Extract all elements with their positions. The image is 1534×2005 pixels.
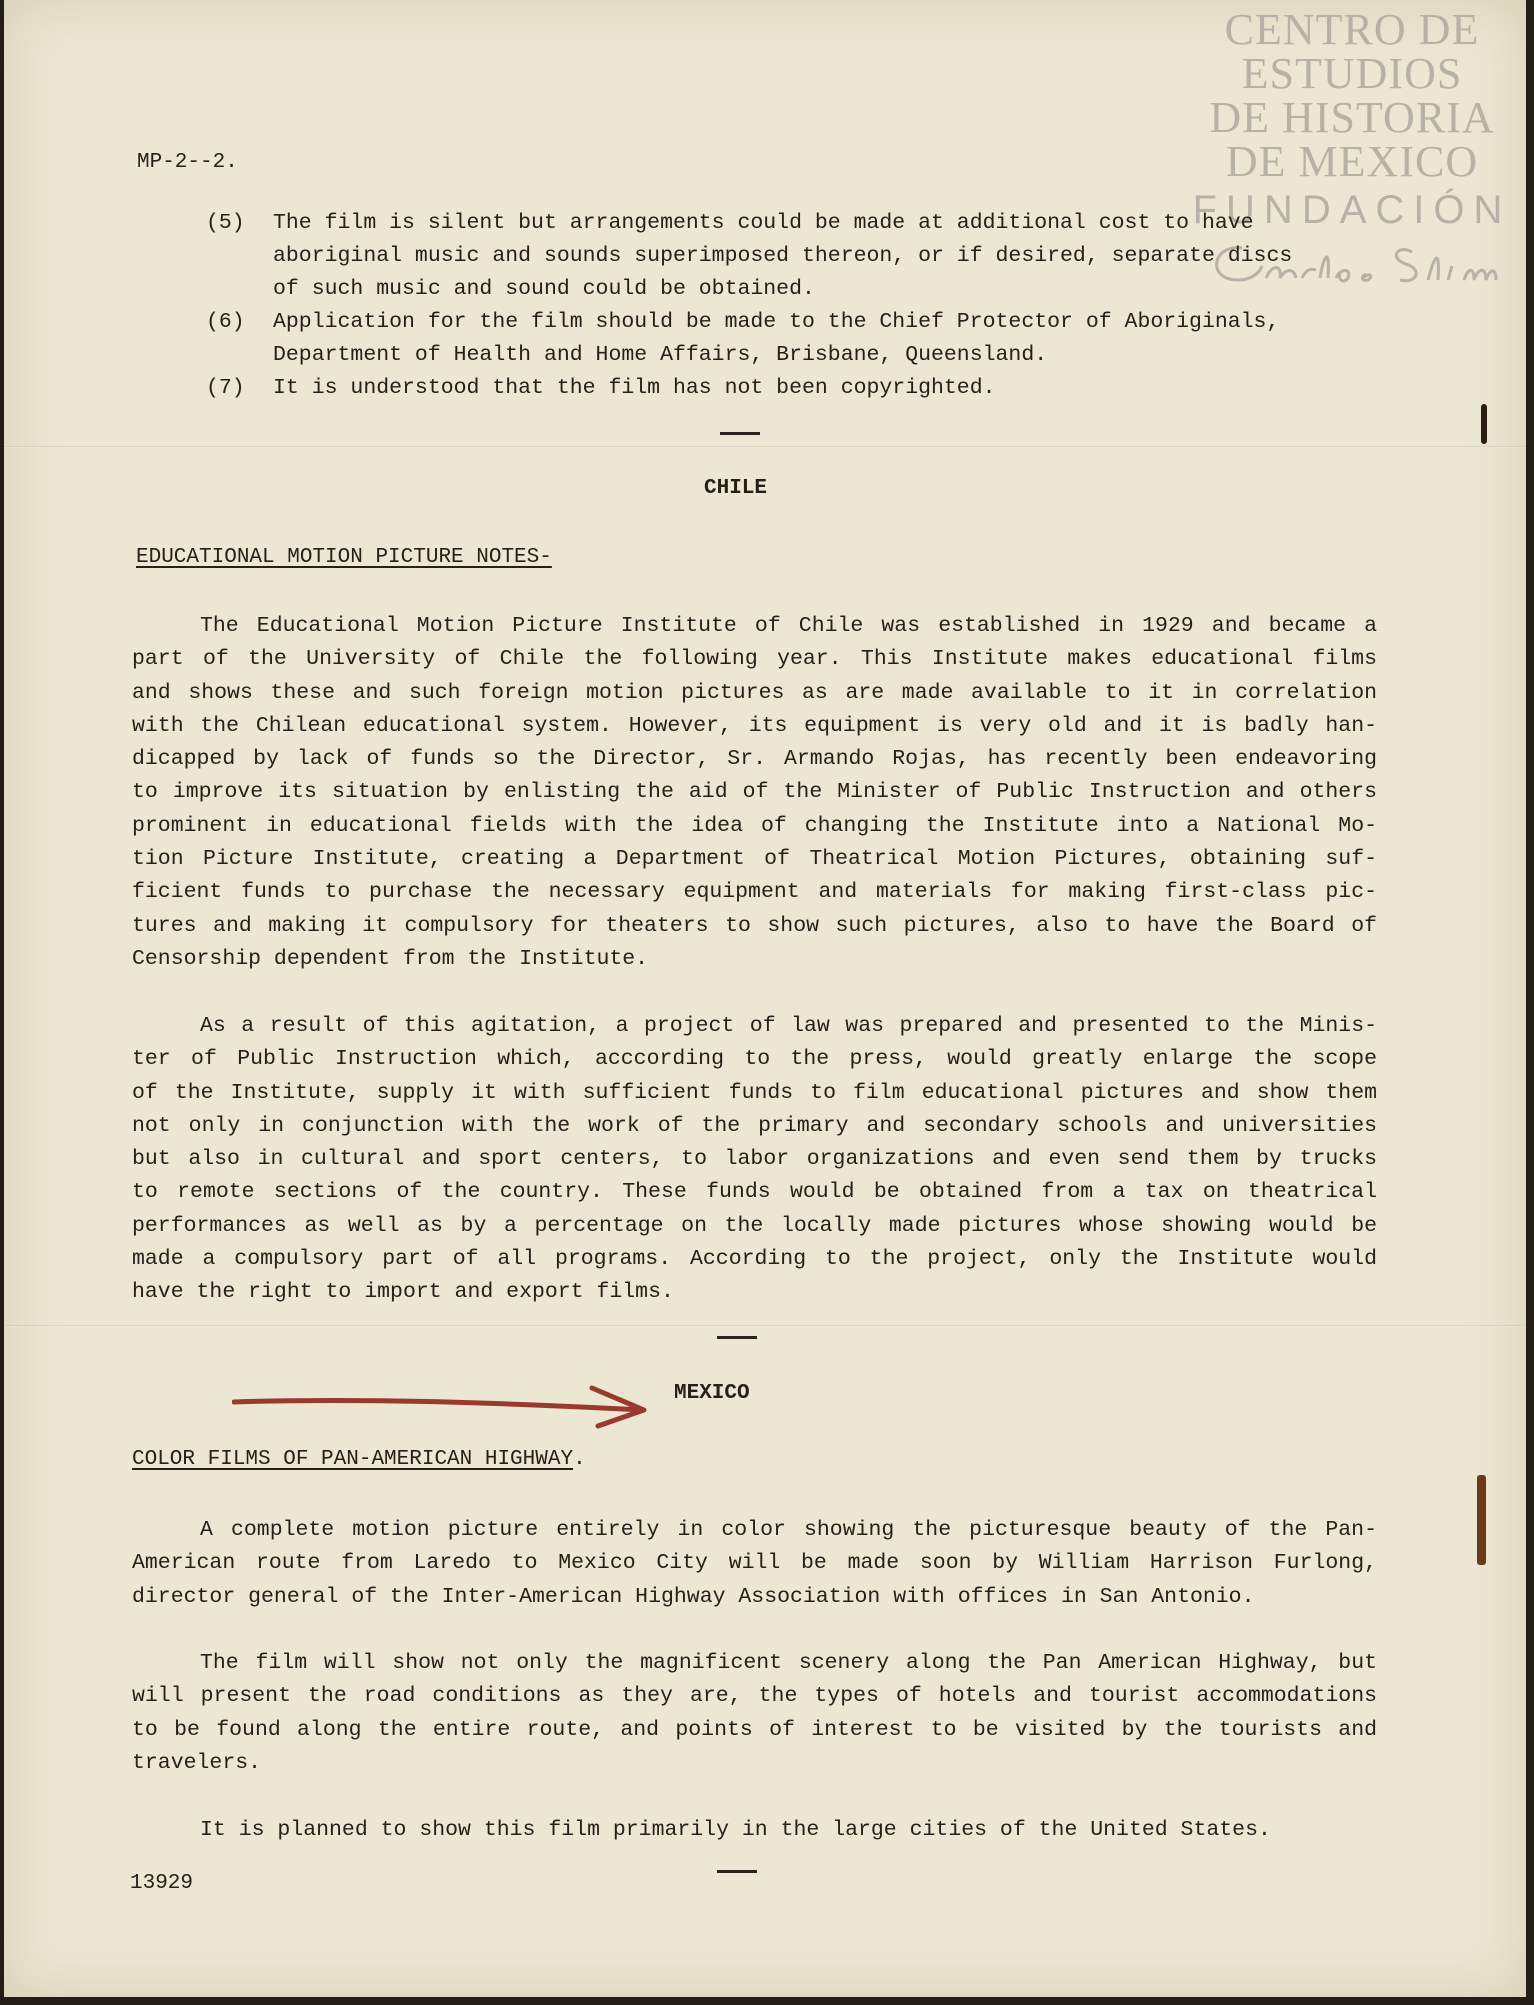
section-separator — [717, 1870, 757, 1873]
subheading-color-films — [132, 1448, 586, 1471]
watermark-fundacion: FUNDACIÓN — [1192, 188, 1512, 232]
list-item — [206, 207, 1376, 306]
paragraph-chile-1 — [132, 610, 1377, 976]
text-line: ter of Public Instruction which, acccording to the press, would greatly enlarge the scope — [132, 1047, 1377, 1072]
text-line: to remote sections of the country. These funds would be obtained from a tax on theatrical — [132, 1180, 1377, 1205]
text-line: tures and making it compulsory for theaters to show such pictures, also to have the Board of — [132, 913, 1377, 938]
text-line: of the Institute, supply it with sufficient funds to film educational pictures and show them — [132, 1080, 1377, 1105]
text-line: but also in cultural and sport centers, to labor organizations and even send them by trucks — [132, 1147, 1377, 1172]
section-separator — [717, 1336, 757, 1339]
list-number: (5) — [206, 211, 245, 235]
section-separator — [720, 432, 760, 435]
list-number: (7) — [206, 376, 245, 400]
watermark-line: ESTUDIOS — [1241, 49, 1463, 98]
text-line: The film will show not only the magnificent scenery along the Pan American Highway, but — [200, 1651, 1377, 1675]
binder-hole-mark — [1481, 404, 1487, 444]
numbered-list — [206, 207, 1376, 405]
text-line: to improve its situation by enlisting the aid of the Minister of Public Instruction and others — [132, 780, 1377, 805]
text-line: travelers. — [132, 1750, 262, 1775]
fold-crease-lower — [4, 1325, 1526, 1327]
text-line: dicapped by lack of funds so the Director, Sr. Armando Rojas, has recently been endeavoring — [132, 747, 1377, 772]
section-heading-mexico: MEXICO — [674, 1382, 750, 1405]
text-line: and shows these and such foreign motion pictures as are made available to it in correlation — [132, 680, 1377, 705]
text-line: have the right to import and export films. — [132, 1280, 674, 1305]
text-line: tion Picture Institute, creating a Department of Theatrical Motion Pictures, obtaining suf- — [132, 847, 1377, 872]
document-code: MP-2--2. — [137, 151, 238, 174]
text-line: made a compulsory part of all programs. According to the project, only the Institute would — [132, 1247, 1377, 1272]
watermark-line: DE MEXICO — [1225, 137, 1479, 186]
text-line: performances as well as by a percentage on the locally made pictures whose showing would be — [132, 1213, 1377, 1238]
paragraph-mexico-1 — [132, 1514, 1377, 1614]
text-line: with the Chilean educational system. However, its equipment is very old and it is badly han- — [132, 713, 1377, 738]
text-line: will present the road conditions as they are, the types of hotels and tourist accommodations — [132, 1684, 1377, 1709]
page-number: 13929 — [130, 1872, 194, 1895]
text-line: aboriginal music and sounds superimposed thereon, or if desired, separate discs — [273, 244, 1293, 268]
text-line: American route from Laredo to Mexico City will be made soon by William Harrison Furlong, — [132, 1551, 1377, 1576]
list-number: (6) — [206, 310, 245, 334]
section-heading-chile: CHILE — [704, 477, 768, 500]
text-line: Application for the film should be made to the Chief Protector of Aboriginals, — [273, 310, 1280, 334]
watermark-line: DE HISTORIA — [1209, 93, 1495, 142]
text-line: Department of Health and Home Affairs, Brisbane, Queensland. — [273, 343, 1048, 367]
text-line: As a result of this agitation, a project of law was prepared and presented to the Minis- — [200, 1014, 1377, 1038]
text-line: of such music and sound could be obtained. — [273, 277, 815, 301]
text-line: part of the University of Chile the following year. This Institute makes educational films — [132, 647, 1377, 672]
text-line: ficient funds to purchase the necessary equipment and materials for making first-class pic- — [132, 880, 1377, 905]
text-line: The Educational Motion Picture Institute of Chile was established in 1929 and became a — [200, 614, 1377, 638]
paragraph-chile-2 — [132, 1010, 1377, 1310]
list-text — [273, 372, 996, 405]
paragraph-mexico-3 — [132, 1814, 1377, 1847]
text-line: The film is silent but arrangements could be made at additional cost to have — [273, 211, 1254, 235]
list-item — [206, 372, 1376, 405]
list-item — [206, 306, 1376, 372]
paragraph-mexico-2 — [132, 1647, 1377, 1780]
fold-crease-upper — [4, 446, 1526, 448]
list-text — [273, 306, 1279, 372]
text-line: Censorship dependent from the Institute. — [132, 946, 649, 971]
subheading-text: COLOR FILMS OF PAN-AMERICAN HIGHWAY — [132, 1448, 574, 1471]
document-page — [4, 0, 1526, 1997]
text-line: to be found along the entire route, and points of interest to be visited by the tourists and — [132, 1717, 1377, 1742]
subheading-period: . — [573, 1448, 586, 1471]
watermark-line: CENTRO DE — [1224, 5, 1480, 54]
binder-rust-mark — [1477, 1475, 1486, 1565]
subheading-educational-notes: EDUCATIONAL MOTION PICTURE NOTES- — [136, 546, 552, 569]
text-line: It is understood that the film has not been copyrighted. — [273, 376, 996, 400]
text-line: It is planned to show this film primarily in the large cities of the United States. — [200, 1818, 1271, 1842]
list-text — [273, 207, 1292, 306]
text-line: prominent in educational fields with the idea of changing the Institute into a National Mo- — [132, 813, 1377, 838]
text-line: not only in conjunction with the work of the primary and secondary schools and universities — [132, 1113, 1377, 1138]
text-line: director general of the Inter-American Highway Association with offices in San Antonio. — [132, 1584, 1255, 1609]
red-pencil-arrow-icon — [232, 1380, 662, 1430]
text-line: A complete motion picture entirely in color showing the picturesque beauty of the Pan- — [200, 1518, 1377, 1542]
